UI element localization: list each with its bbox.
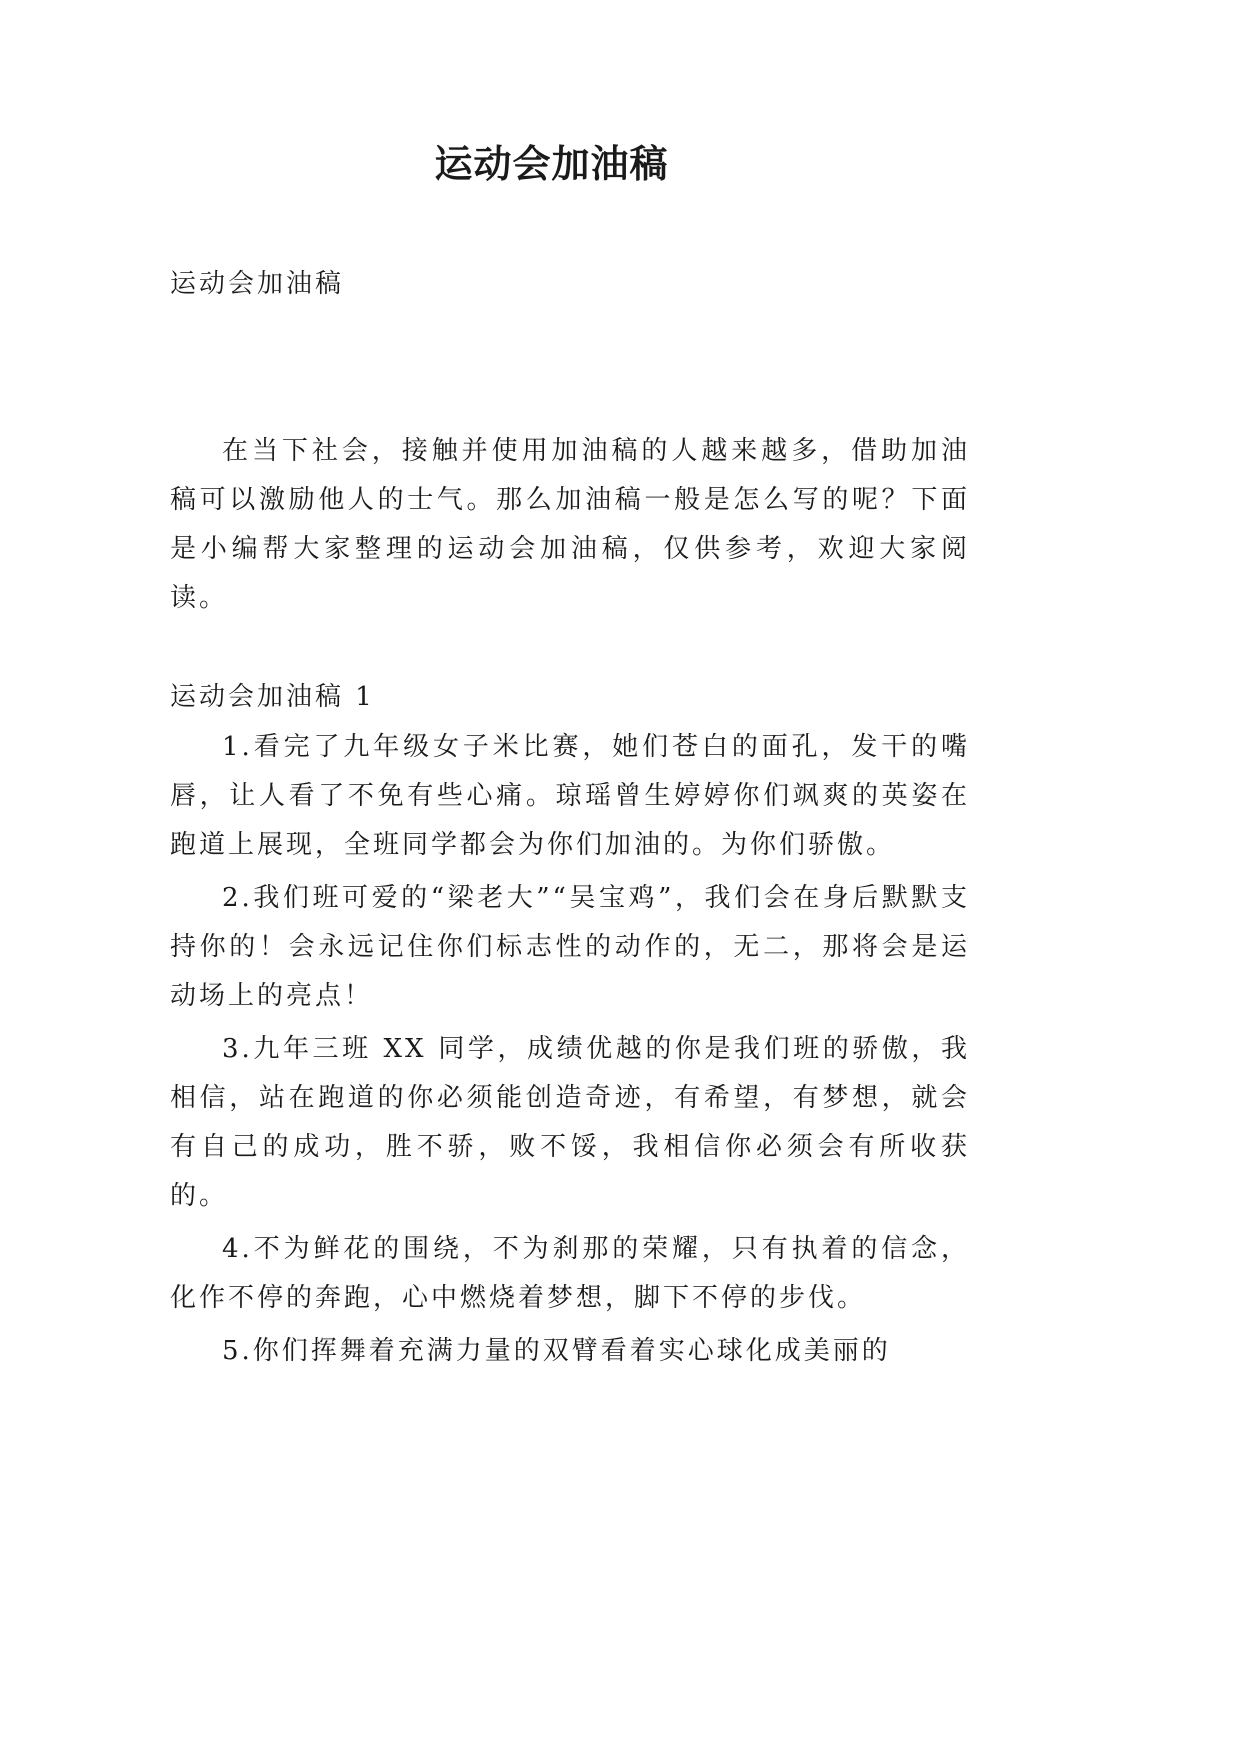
cheer-item-4: 4.不为鲜花的围绕，不为刹那的荣耀，只有执着的信念，化作不停的奔跑，心中燃烧着梦想，脚下不停的步伐。 xyxy=(170,1234,970,1313)
cheer-item-1: 1.看完了九年级女子米比赛，她们苍白的面孔，发干的嘴唇，让人看了不免有些心痛。琼瑶曾生婷婷你们飒爽的英姿在跑道上展现，全班同学都会为你们加油的。为你们骄傲。 xyxy=(170,732,970,860)
cheer-item-5: 5.你们挥舞着充满力量的双臂看着实心球化成美丽的 xyxy=(222,1336,891,1366)
section-heading: 运动会加油稿 1 xyxy=(170,682,375,712)
cheer-item-2: 2.我们班可爱的“梁老大”“吴宝鸡”，我们会在身后默默支持你的！会永远记住你们标志性的动作的，无二，那将会是运动场上的亮点！ xyxy=(170,883,970,1011)
document-subtitle: 运动会加油稿 xyxy=(170,269,345,299)
document-title: 运动会加油稿 xyxy=(434,142,669,186)
document-body xyxy=(170,260,970,1380)
intro-paragraph: 在当下社会，接触并使用加油稿的人越来越多，借助加油稿可以激励他人的士气。那么加油稿一般是怎么写的呢？下面是小编帮大家整理的运动会加油稿，仅供参考，欢迎大家阅读。 xyxy=(170,436,970,613)
cheer-item-3: 3.九年三班 XX 同学，成绩优越的你是我们班的骄傲，我相信，站在跑道的你必须能创造奇迹，有希望，有梦想，就会有自己的成功，胜不骄，败不馁，我相信你必须会有所收获的。 xyxy=(170,1034,970,1211)
